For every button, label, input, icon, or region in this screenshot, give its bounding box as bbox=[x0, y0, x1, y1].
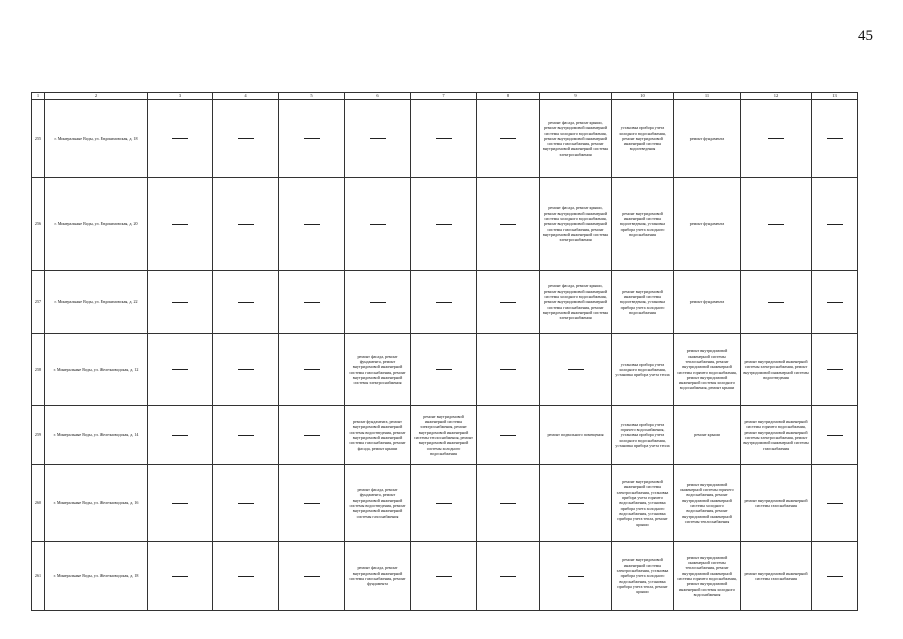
empty-dash-cell bbox=[741, 271, 812, 334]
empty-dash-cell bbox=[411, 271, 477, 334]
work-cell: ремонт крыши bbox=[674, 406, 741, 465]
table-row bbox=[32, 271, 858, 334]
dash-line bbox=[238, 138, 254, 139]
column-header: 5 bbox=[279, 93, 345, 100]
empty-dash-cell bbox=[812, 100, 858, 178]
dash-line bbox=[827, 576, 843, 577]
dash-line bbox=[304, 138, 320, 139]
empty-dash-cell bbox=[148, 178, 213, 271]
work-cell: ремонт внутридомовой инженерной системы электроснабжения, установка прибора учета холодного водоснабжения, установка прибора учета тепла, ремонт крыши bbox=[612, 542, 674, 611]
dash-line bbox=[238, 576, 254, 577]
dash-line bbox=[172, 369, 188, 370]
dash-line bbox=[568, 369, 584, 370]
empty-dash-cell bbox=[812, 334, 858, 406]
empty-dash-cell bbox=[477, 100, 540, 178]
dash-line bbox=[304, 576, 320, 577]
dash-line bbox=[238, 435, 254, 436]
address-cell: г. Минеральные Воды, ул. Евдокимовская, д. 20 bbox=[45, 178, 148, 271]
dash-line bbox=[304, 224, 320, 225]
empty-dash-cell bbox=[812, 465, 858, 542]
work-cell: ремонт внутридомовой инженерной системы горячего водоснабжения, ремонт внутридомовой инженерной системы холодного водоснабжения, ремонт внутридомовой инженерной системы теплоснабжения bbox=[674, 465, 741, 542]
dash-line bbox=[238, 224, 254, 225]
row-number: 255 bbox=[32, 100, 45, 178]
empty-dash-cell bbox=[213, 542, 279, 611]
empty-dash-cell bbox=[345, 100, 411, 178]
address-cell: г. Минеральные Воды, ул. Железноводская, д. 18 bbox=[45, 542, 148, 611]
work-cell: ремонт внутридомовой инженерной системы водоотведения, установка прибора учета холодного водоснабжения bbox=[612, 178, 674, 271]
work-cell: ремонт фундамента bbox=[674, 178, 741, 271]
work-cell: ремонт внутридомовой инженерной системы газоснабжения bbox=[741, 542, 812, 611]
work-schedule-table bbox=[31, 92, 858, 611]
empty-dash-cell bbox=[148, 271, 213, 334]
empty-dash-cell bbox=[741, 178, 812, 271]
dash-line bbox=[304, 369, 320, 370]
work-cell: ремонт внутридомовой инженерной системы газоснабжения bbox=[741, 465, 812, 542]
empty-dash-cell bbox=[477, 178, 540, 271]
dash-line bbox=[304, 435, 320, 436]
dash-line bbox=[370, 138, 386, 139]
work-cell: ремонт фасада, ремонт крыши, ремонт внутридомовой инженерной системы холодного водоснабжения, ремонт внутридомовой инженерной системы газоснабжения, ремонт внутридомовой инженерной системы электроснабжения bbox=[540, 178, 612, 271]
work-cell: ремонт фундамента bbox=[674, 271, 741, 334]
dash-line bbox=[827, 369, 843, 370]
dash-line bbox=[436, 302, 452, 303]
row-number: 261 bbox=[32, 542, 45, 611]
dash-line bbox=[172, 435, 188, 436]
empty-dash-cell bbox=[812, 542, 858, 611]
empty-dash-cell bbox=[411, 465, 477, 542]
empty-dash-cell bbox=[812, 271, 858, 334]
dash-line bbox=[436, 224, 452, 225]
empty-dash-cell bbox=[540, 465, 612, 542]
column-header: 4 bbox=[213, 93, 279, 100]
empty-dash-cell bbox=[148, 465, 213, 542]
empty-dash-cell bbox=[477, 406, 540, 465]
empty-dash-cell bbox=[345, 178, 411, 271]
empty-dash-cell bbox=[812, 406, 858, 465]
work-cell: ремонт фасада, ремонт внутридомовой инженерной системы газоснабжения, ремонт фундамента bbox=[345, 542, 411, 611]
work-cell: установка прибора учета горячего водоснабжения, установка прибора учета холодного водоснабжения, установка прибора учета тепла bbox=[612, 406, 674, 465]
table-row bbox=[32, 334, 858, 406]
work-cell: ремонт внутридомовой инженерной системы электроснабжения, ремонт внутридомовой инженерной системы водоотведения bbox=[741, 334, 812, 406]
address-cell: г. Минеральные Воды, ул. Евдокимовская, д. 22 bbox=[45, 271, 148, 334]
empty-dash-cell bbox=[213, 178, 279, 271]
dash-line bbox=[436, 576, 452, 577]
empty-dash-cell bbox=[411, 178, 477, 271]
dash-line bbox=[500, 369, 516, 370]
work-cell: ремонт подвального помещения bbox=[540, 406, 612, 465]
dash-line bbox=[238, 302, 254, 303]
empty-dash-cell bbox=[477, 271, 540, 334]
dash-line bbox=[436, 138, 452, 139]
empty-dash-cell bbox=[148, 334, 213, 406]
dash-line bbox=[827, 224, 843, 225]
work-cell: ремонт фасада, ремонт фундамента, ремонт внутридомовой инженерной системы водоотведения, ремонт внутридомовой инженерной системы газоснабжения bbox=[345, 465, 411, 542]
dash-line bbox=[172, 138, 188, 139]
table-row bbox=[32, 100, 858, 178]
table-row bbox=[32, 406, 858, 465]
empty-dash-cell bbox=[477, 334, 540, 406]
dash-line bbox=[500, 302, 516, 303]
column-header: 11 bbox=[674, 93, 741, 100]
address-cell: г. Минеральные Воды, ул. Железноводская, д. 16 bbox=[45, 465, 148, 542]
dash-line bbox=[238, 503, 254, 504]
empty-dash-cell bbox=[213, 406, 279, 465]
column-header: 9 bbox=[540, 93, 612, 100]
empty-dash-cell bbox=[213, 334, 279, 406]
empty-dash-cell bbox=[148, 100, 213, 178]
empty-dash-cell bbox=[279, 406, 345, 465]
dash-line bbox=[238, 369, 254, 370]
column-header: 1 bbox=[32, 93, 45, 100]
empty-dash-cell bbox=[741, 100, 812, 178]
empty-dash-cell bbox=[812, 178, 858, 271]
column-header: 12 bbox=[741, 93, 812, 100]
dash-line bbox=[827, 503, 843, 504]
empty-dash-cell bbox=[279, 271, 345, 334]
dash-line bbox=[370, 224, 386, 225]
page-number: 45 bbox=[858, 28, 873, 44]
work-cell: ремонт внутридомовой инженерной системы горячего водоснабжения, ремонт внутридомовой инженерной системы электроснабжения, ремонт внутридомовой инженерной системы газоснабжения bbox=[741, 406, 812, 465]
row-number: 256 bbox=[32, 178, 45, 271]
work-cell: ремонт фасада, ремонт фундамента, ремонт внутридомовой инженерной системы газоснабжения, ремонт внутридомовой инженерной системы электроснабжения bbox=[345, 334, 411, 406]
empty-dash-cell bbox=[213, 100, 279, 178]
column-header: 8 bbox=[477, 93, 540, 100]
column-header: 13 bbox=[812, 93, 858, 100]
column-header: 6 bbox=[345, 93, 411, 100]
empty-dash-cell bbox=[279, 334, 345, 406]
dash-line bbox=[370, 302, 386, 303]
column-header: 10 bbox=[612, 93, 674, 100]
dash-line bbox=[500, 224, 516, 225]
work-cell: ремонт фундамента, ремонт внутридомовой инженерной системы водоотведения, ремонт внутридомовой инженерной системы газоснабжения, ремонт фасада, ремонт крыши bbox=[345, 406, 411, 465]
dash-line bbox=[500, 503, 516, 504]
empty-dash-cell bbox=[148, 406, 213, 465]
empty-dash-cell bbox=[279, 100, 345, 178]
address-cell: г. Минеральные Воды, ул. Железноводская, д. 12 bbox=[45, 334, 148, 406]
work-cell: установка прибора учета холодного водоснабжения, ремонт внутридомовой инженерной системы водоотведения bbox=[612, 100, 674, 178]
empty-dash-cell bbox=[411, 542, 477, 611]
row-number: 260 bbox=[32, 465, 45, 542]
dash-line bbox=[172, 224, 188, 225]
empty-dash-cell bbox=[148, 542, 213, 611]
empty-dash-cell bbox=[279, 542, 345, 611]
work-cell: ремонт фасада, ремонт крыши, ремонт внутридомовой инженерной системы холодного водоснабжения, ремонт внутридомовой инженерной системы газоснабжения, ремонт внутридомовой инженерной системы электроснабжения bbox=[540, 100, 612, 178]
dash-line bbox=[436, 369, 452, 370]
dash-line bbox=[768, 138, 784, 139]
work-cell: ремонт фундамента bbox=[674, 100, 741, 178]
row-number: 257 bbox=[32, 271, 45, 334]
column-header: 7 bbox=[411, 93, 477, 100]
table-row bbox=[32, 465, 858, 542]
work-cell: ремонт внутридомовой инженерной системы теплоснабжения, ремонт внутридомовой инженерной системы горячего водоснабжения, ремонт внутридомовой инженерной системы холодного водоснабжения bbox=[674, 542, 741, 611]
column-header: 3 bbox=[148, 93, 213, 100]
dash-line bbox=[568, 576, 584, 577]
work-cell: ремонт внутридомовой инженерной системы электроснабжения, ремонт внутридомовой инженерной системы теплоснабжения, ремонт внутридомовой инженерной системы холодного водоснабжения bbox=[411, 406, 477, 465]
empty-dash-cell bbox=[540, 334, 612, 406]
empty-dash-cell bbox=[411, 334, 477, 406]
row-number: 259 bbox=[32, 406, 45, 465]
dash-line bbox=[500, 138, 516, 139]
dash-line bbox=[827, 435, 843, 436]
empty-dash-cell bbox=[540, 542, 612, 611]
empty-dash-cell bbox=[279, 178, 345, 271]
dash-line bbox=[827, 302, 843, 303]
dash-line bbox=[768, 224, 784, 225]
dash-line bbox=[172, 302, 188, 303]
work-cell: ремонт внутридомовой инженерной системы водоотведения, установка прибора учета холодного водоснабжения bbox=[612, 271, 674, 334]
dash-line bbox=[500, 576, 516, 577]
empty-dash-cell bbox=[279, 465, 345, 542]
dash-line bbox=[827, 138, 843, 139]
address-cell: г. Минеральные Воды, ул. Железноводская, д. 14 bbox=[45, 406, 148, 465]
work-cell: ремонт внутридомовой инженерной системы теплоснабжения, ремонт внутридомовой инженерной системы горячего водоснабжения, ремонт внутридомовой инженерной системы холодного водоснабжения, ремонт крыши bbox=[674, 334, 741, 406]
column-header: 2 bbox=[45, 93, 148, 100]
work-cell: установка прибора учета холодного водоснабжения, установка прибора учета тепла bbox=[612, 334, 674, 406]
work-cell: ремонт внутридомовой инженерной системы электроснабжения, установка прибора учета горячего водоснабжения, установка прибора учета холодного водоснабжения, установка прибора учета тепла, ремонт крыши bbox=[612, 465, 674, 542]
address-cell: г. Минеральные Воды, ул. Евдокимовская, д. 18 bbox=[45, 100, 148, 178]
dash-line bbox=[304, 503, 320, 504]
work-cell: ремонт фасада, ремонт крыши, ремонт внутридомовой инженерной системы холодного водоснабжения, ремонт внутридомовой инженерной системы газоснабжения, ремонт внутридомовой инженерной системы электроснабжения bbox=[540, 271, 612, 334]
empty-dash-cell bbox=[477, 465, 540, 542]
dash-line bbox=[304, 302, 320, 303]
dash-line bbox=[172, 576, 188, 577]
dash-line bbox=[500, 435, 516, 436]
empty-dash-cell bbox=[345, 271, 411, 334]
table-row bbox=[32, 542, 858, 611]
empty-dash-cell bbox=[213, 271, 279, 334]
empty-dash-cell bbox=[477, 542, 540, 611]
empty-dash-cell bbox=[411, 100, 477, 178]
dash-line bbox=[436, 503, 452, 504]
row-number: 258 bbox=[32, 334, 45, 406]
dash-line bbox=[172, 503, 188, 504]
dash-line bbox=[768, 302, 784, 303]
empty-dash-cell bbox=[213, 465, 279, 542]
dash-line bbox=[568, 503, 584, 504]
header-row bbox=[32, 93, 858, 100]
table-row bbox=[32, 178, 858, 271]
